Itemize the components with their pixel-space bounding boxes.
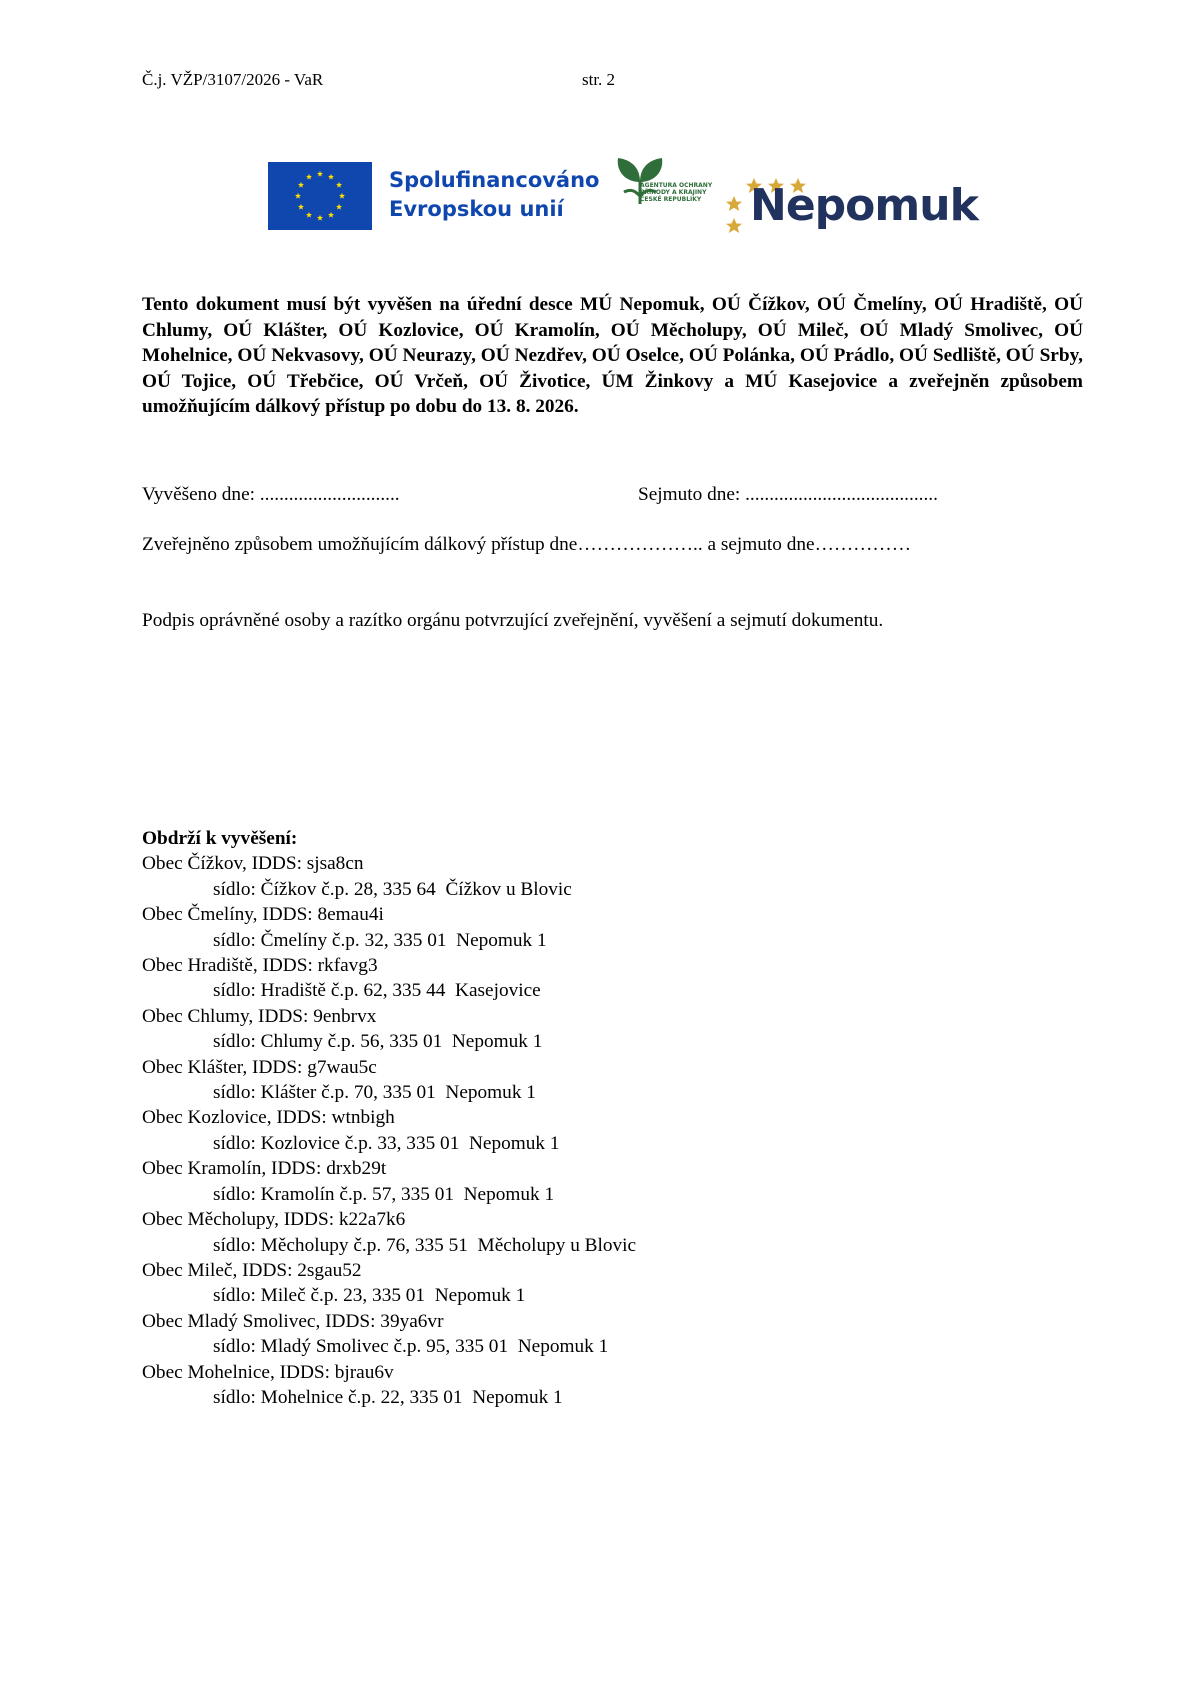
recipient-address: sídlo: Čmelíny č.p. 32, 335 01 Nepomuk 1 [213,929,547,951]
recipient-item [142,851,636,902]
reference-number: Č.j. VŽP/3107/2026 - VaR [142,70,324,89]
page-number: str. 2 [582,70,616,89]
logo-bar [268,152,978,242]
eu-flag-icon [268,162,372,230]
posting-notice: Tento dokument musí být vyvěšen na úřední desce MÚ Nepomuk, OÚ Čížkov, OÚ Čmelíny, OÚ Hradiště, OÚ Chlumy, OÚ Klášter, OÚ Kozlovice, OÚ Kramolín, OÚ Měcholupy, OÚ Mileč, OÚ Mladý Smolivec, OÚ Mohelnice, OÚ Nekvasovy, OÚ Neurazy, OÚ Nezdřev, OÚ Oselce, OÚ Polánka, OÚ Prádlo, OÚ Sedliště, OÚ Srby, OÚ Tojice, OÚ Třebčice, OÚ Vrčeň, OÚ Životice, ÚM Žinkovy a MÚ Kasejovice a zveřejněn způsobem umožňujícím dálkový přístup po dobu do 13. 8. 2026. [142,294,1083,417]
recipient-item [142,1309,636,1360]
recipients-list [142,826,636,1410]
eu-star [328,212,334,218]
eu-star [317,215,323,221]
eu-line-1: Spolufinancováno [389,168,600,192]
recipient-item [142,1105,636,1156]
eu-star [336,182,342,188]
recipient-address: sídlo: Chlumy č.p. 56, 335 01 Nepomuk 1 [213,1031,543,1053]
recipient-address: sídlo: Mileč č.p. 23, 335 01 Nepomuk 1 [213,1285,526,1307]
recipient-name: Obec Kozlovice, IDDS: wtnbigh [142,1107,395,1129]
recipient-name: Obec Kramolín, IDDS: drxb29t [142,1158,387,1180]
aopk-line-1: AGENTURA OCHRANY [640,182,713,189]
recipient-name: Obec Hradiště, IDDS: rkfavg3 [142,955,378,977]
recipient-address: sídlo: Kramolín č.p. 57, 335 01 Nepomuk 1 [213,1183,555,1205]
recipient-address: sídlo: Čížkov č.p. 28, 335 64 Čížkov u Blovic [213,878,572,900]
recipient-name: Obec Mohelnice, IDDS: bjrau6v [142,1361,394,1383]
eu-star [298,182,304,188]
recipient-name: Obec Chlumy, IDDS: 9enbrvx [142,1005,377,1027]
recipient-item [142,1207,636,1258]
posted-date-field: Vyvěšeno dne: ............................. [142,484,400,505]
recipient-name: Obec Čmelíny, IDDS: 8emau4i [142,904,384,926]
recipient-address: sídlo: Hradiště č.p. 62, 335 44 Kasejovice [213,980,541,1002]
removed-date-field: Sejmuto dne: ........................................ [638,484,938,505]
recipient-name: Obec Čížkov, IDDS: sjsa8cn [142,853,364,875]
eu-line-2: Evropskou unií [389,197,564,221]
recipient-address: sídlo: Klášter č.p. 70, 335 01 Nepomuk 1 [213,1082,536,1104]
recipient-address: sídlo: Mladý Smolivec č.p. 95, 335 01 Nepomuk 1 [213,1336,609,1358]
recipient-item [142,1156,636,1207]
recipient-item [142,1004,636,1055]
aopk-line-2: PŘÍRODY A KRAJINY [640,189,707,196]
recipient-name: Obec Mladý Smolivec, IDDS: 39ya6vr [142,1310,444,1332]
recipient-address: sídlo: Kozlovice č.p. 33, 335 01 Nepomuk 1 [213,1132,560,1154]
recipient-item [142,1055,636,1106]
eu-star [339,193,345,199]
recipient-address: sídlo: Měcholupy č.p. 76, 335 51 Měcholupy u Blovic [213,1234,637,1256]
recipient-item [142,1360,636,1411]
eu-star [328,174,334,180]
recipient-name: Obec Klášter, IDDS: g7wau5c [142,1056,377,1078]
eu-star [317,171,323,177]
recipients-heading: Obdrží k vyvěšení: [142,828,298,849]
recipient-name: Obec Měcholupy, IDDS: k22a7k6 [142,1209,406,1231]
recipient-item [142,902,636,953]
eu-star [306,212,312,218]
page-header [142,70,616,90]
eu-star [336,204,342,210]
eu-cofunding-text [389,166,599,224]
recipient-item [142,1258,636,1309]
eu-star [295,193,301,199]
eu-star [306,174,312,180]
signature-note: Podpis oprávněné osoby a razítko orgánu potvrzující zveřejnění, vyvěšení a sejmutí dokumentu. [142,610,884,631]
recipient-item [142,953,636,1004]
recipient-name: Obec Mileč, IDDS: 2sgau52 [142,1259,362,1281]
aopk-text [640,182,720,203]
aopk-line-3: ČESKÉ REPUBLIKY [640,196,702,203]
nepomuk-wordmark: Nepomuk [750,180,978,231]
posting-dates-row [142,484,938,506]
eu-star [298,204,304,210]
recipient-address: sídlo: Mohelnice č.p. 22, 335 01 Nepomuk 1 [213,1386,563,1408]
remote-publication-field: Zveřejněno způsobem umožňujícím dálkový přístup dne……………….. a sejmuto dne…………… [142,534,911,555]
